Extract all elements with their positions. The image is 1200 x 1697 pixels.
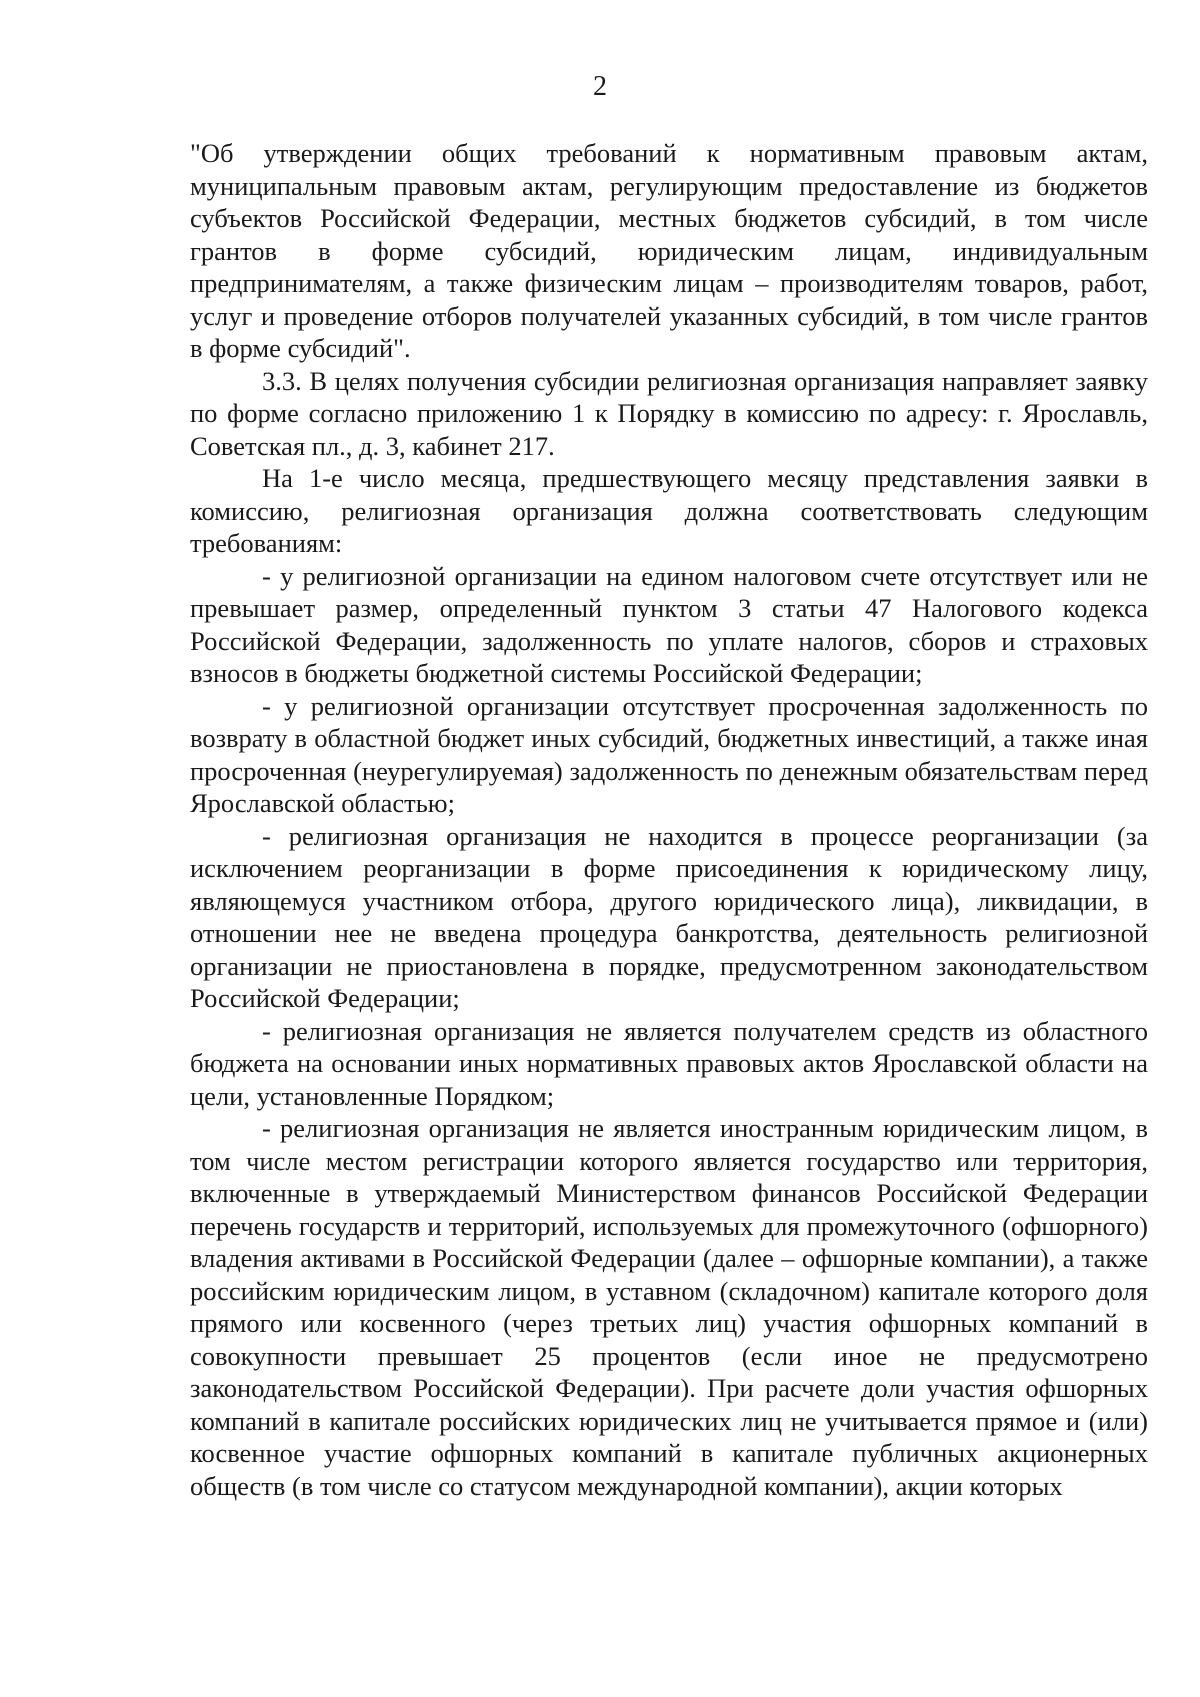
list-item-tax-debt: - у религиозной организации на едином налоговом счете отсутствует или не превышает размер, определенный пунктом 3 статьи 47 Налогового кодекса Российской Федерации, задолженность по уплате налогов, сборов и страховых взносов в бюджеты бюджетной системы Российской Федерации; [190, 560, 1148, 688]
paragraph-clause-3-3: 3.3. В целях получения субсидии религиозная организация направляет заявку по форме согласно приложению 1 к Порядку в комиссию по адресу: г. Ярославль, Советская пл., д. 3, кабинет 217. [190, 365, 1148, 461]
list-item-offshore: - религиозная организация не является иностранным юридическим лицом, в том числе местом регистрации которого является государство или территория, включенные в утверждаемый Министерством финансов Российской Федерации перечень государств и территорий, используемых для промежуточного (офшорного) владения активами в Российской Федерации (далее – офшорные компании), а также российским юридическим лицом, в уставном (складочном) капитале которого доля прямого или косвенного (через третьих лиц) участия офшорных компаний в совокупности превышает 25 процентов (если иное не предусмотрено законодательством Российской Федерации). При расчете доли участия офшорных компаний в капитале российских юридических лиц не учитывается прямое и (или) косвенное участие офшорных компаний в капитале публичных акционерных обществ (в том числе со статусом международной компании), акции которых [190, 1113, 1148, 1501]
page-number: 2 [593, 71, 607, 102]
list-item-other-funds: - религиозная организация не является получателем средств из областного бюджета на основании иных нормативных правовых актов Ярославской области на цели, установленные Порядком; [190, 1015, 1148, 1111]
paragraph-continued: "Об утверждении общих требований к нормативным правовым актам, муниципальным правовым актам, регулирующим предоставление из бюджетов субъектов Российской Федерации, местных бюджетов субсидий, в том числе грантов в форме субсидий, юридическим лицам, индивидуальным предпринимателям, а также физическим лицам – производителям товаров, работ, услуг и проведение отборов получателей указанных субсидий, в том числе грантов в форме субсидий". [190, 138, 1148, 363]
paragraph-requirements-intro: На 1-е число месяца, предшествующего месяцу представления заявки в комиссию, религиозная организация должна соответствовать следующим требованиям: [190, 463, 1148, 558]
list-item-reorganization: - религиозная организация не находится в процессе реорганизации (за исключением реорганизации в форме присоединения к юридическому лицу, являющемуся участником отбора, другого юридического лица), ликвидации, в отношении нее не введена процедура банкротства, деятельность религиозной организации не приостановлена в порядке, предусмотренном законодательством Российской Федерации; [190, 820, 1148, 1013]
list-item-overdue-debt: - у религиозной организации отсутствует просроченная задолженность по возврату в областной бюджет иных субсидий, бюджетных инвестиций, а также иная просроченная (неурегулируемая) задолженность по денежным обязательствам перед Ярославской областью; [190, 690, 1148, 818]
document-body [190, 137, 1148, 1502]
